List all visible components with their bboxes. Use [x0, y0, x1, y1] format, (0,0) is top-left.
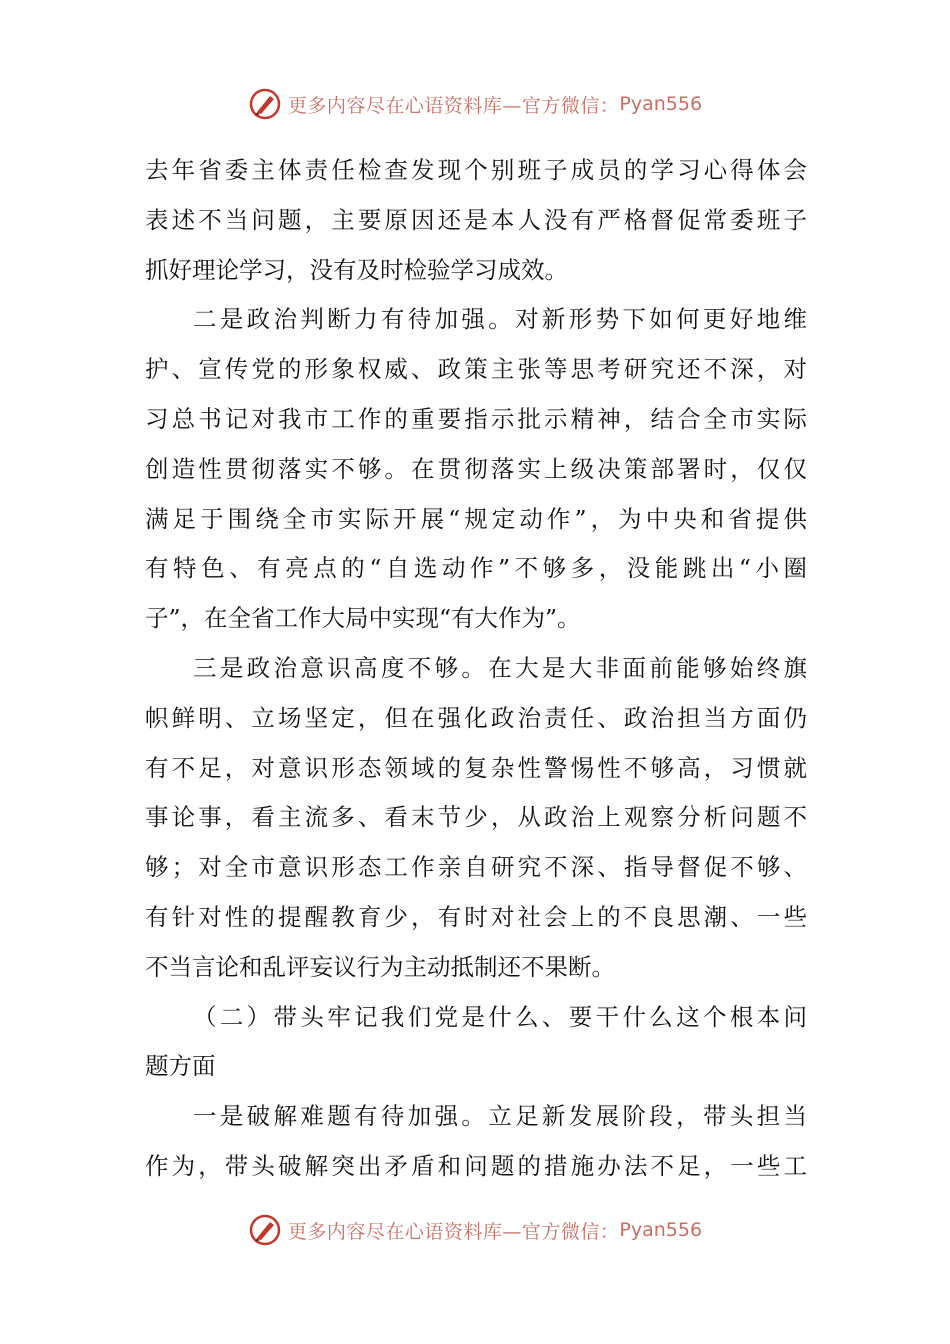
text-line: 有不足，对意识形态领域的复杂性警惕性不够高，习惯就: [145, 753, 807, 782]
text-line: 创造性贯彻落实不够。在贯彻落实上级决策部署时，仅仅: [145, 454, 807, 483]
text-line: 题方面: [145, 1052, 216, 1081]
text-line: 帜鲜明、立场坚定，但在强化政治责任、政治担当方面仍: [145, 703, 807, 732]
text-line: 作为，带头破解突出矛盾和问题的措施办法不足，一些工: [145, 1151, 807, 1180]
pen-logo-icon: [248, 87, 282, 121]
text-line: 够；对全市意识形态工作亲自研究不深、指导督促不够、: [145, 853, 807, 882]
watermark-text: 更多内容尽在心语资料库—官方微信：: [287, 1220, 620, 1243]
text-line: 子”，在全省工作大局中实现“有大作为”。: [145, 604, 581, 633]
document-body: [145, 146, 807, 1192]
text-line: 不当言论和乱评妄议行为主动抵制还不果断。: [145, 952, 615, 981]
text-line: 有特色、有亮点的“自选动作”不够多，没能跳出“小圈: [145, 554, 807, 583]
watermark-text: 更多内容尽在心语资料库—官方微信：: [287, 94, 620, 117]
watermark-wechat-id: Pyan556: [619, 93, 703, 115]
text-line: 满足于围绕全市实际开展“规定动作”，为中央和省提供: [145, 504, 807, 533]
text-line: 二是政治判断力有待加强。对新形势下如何更好地维: [193, 305, 807, 334]
watermark-wechat-id: Pyan556: [619, 1219, 703, 1241]
header-watermark: [0, 84, 950, 124]
footer-watermark: [0, 1210, 950, 1250]
text-line: 去年省委主体责任检查发现个别班子成员的学习心得体会: [145, 156, 807, 184]
text-line: 有针对性的提醒教育少，有时对社会上的不良思潮、一些: [145, 902, 807, 931]
text-line: 事论事，看主流多、看末节少，从政治上观察分析问题不: [145, 803, 807, 832]
text-line: 抓好理论学习，没有及时检验学习成效。: [145, 255, 568, 284]
text-line: 三是政治意识高度不够。在大是大非面前能够始终旗: [193, 653, 807, 682]
pen-logo-icon: [248, 1213, 282, 1247]
text-line: 一是破解难题有待加强。立足新发展阶段，带头担当: [193, 1102, 807, 1131]
text-line: 表述不当问题，主要原因还是本人没有严格督促常委班子: [145, 205, 807, 234]
text-line: （二）带头牢记我们党是什么、要干什么这个根本问: [193, 1002, 807, 1031]
text-line: 护、宣传党的形象权威、政策主张等思考研究还不深，对: [145, 355, 807, 384]
text-line: 习总书记对我市工作的重要指示批示精神，结合全市实际: [145, 404, 807, 433]
